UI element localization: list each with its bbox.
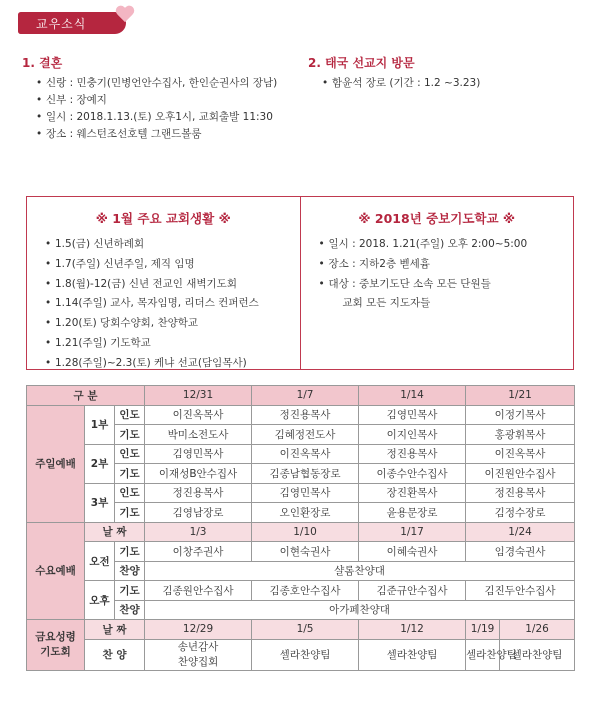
date-cell: 12/31 [145,386,252,406]
role-label: 인도 [115,405,145,425]
date-cell: 1/26 [500,620,575,640]
schedule-cell: 김영민목사 [145,444,252,464]
schedule-cell: 김종원안수집사 [145,581,252,601]
date-cell: 1/12 [359,620,466,640]
wedding-item: • 일시 : 2018.1.13.(토) 오후1시, 교회출발 11:30 [36,109,302,126]
schedule-cell: 김영민목사 [359,405,466,425]
date-cell: 1/21 [466,386,575,406]
date-cell: 12/29 [145,620,252,640]
january-events [27,197,300,369]
schedule-cell: 셀라찬양팀 [359,639,466,670]
news-wedding [22,54,302,143]
mission-heading: 2. 태국 선교지 방문 [308,56,415,70]
schedule-cell [145,639,252,670]
news-mission-visit [308,54,578,92]
schedule-cell: 김준규안수집사 [359,581,466,601]
table-row [27,405,575,425]
role-label: 인도 [115,444,145,464]
schedule-cell: 김진두안수집사 [466,581,575,601]
friday-label [27,620,85,671]
prayer-school-item: • 장소 : 지하2층 벧세흄 [319,255,560,275]
schedule-cell: 홍광휘목사 [466,425,575,445]
role-label: 찬양 [115,600,145,620]
heart-icon [115,6,135,24]
schedule-cell: 이정기목사 [466,405,575,425]
table-row [27,522,575,542]
part-label: 2부 [85,444,115,483]
prayer-school-item: • 대상 : 중보기도단 소속 모든 단원들 [319,275,560,295]
schedule-cell: 이창주권사 [145,542,252,562]
date-label: 날 짜 [85,522,145,542]
event-item: • 1.8(월)-12(금) 신년 전교인 새벽기도회 [45,275,286,295]
january-events-heading: ※ 1월 주요 교회생활 ※ [95,211,231,226]
events-box [26,196,574,370]
header-label: 구 분 [27,386,145,406]
wedding-item: • 장소 : 웨스턴조선호텔 그랜드볼룸 [36,126,302,143]
role-label: 기도 [115,464,145,484]
schedule-cell: 정진용목사 [466,483,575,503]
schedule-cell: 이혜숙권사 [359,542,466,562]
wednesday-label: 수요예배 [27,522,85,620]
role-label: 기도 [115,581,145,601]
table-row [27,444,575,464]
section-title: 교우소식 [36,17,87,31]
date-cell: 1/10 [252,522,359,542]
wedding-heading: 1. 결혼 [22,56,63,70]
event-item: • 1.5(금) 신년하례회 [45,235,286,255]
schedule-cell: 정진용목사 [145,483,252,503]
schedule-cell: 셀라찬양팀 [500,639,575,670]
part-label: 오전 [85,542,115,581]
role-label: 기도 [115,542,145,562]
part-label: 오후 [85,581,115,620]
part-label: 3부 [85,483,115,522]
schedule-cell: 이지인목사 [359,425,466,445]
schedule-cell: 이현숙권사 [252,542,359,562]
schedule-cell: 임경숙권사 [466,542,575,562]
schedule-cell: 윤용문장로 [359,503,466,523]
event-item: • 1.28(주일)~2.3(토) 케냐 선교(담임목사) [45,354,286,374]
schedule-cell: 김영민목사 [252,483,359,503]
date-cell: 1/5 [252,620,359,640]
schedule-cell: 이종수안수집사 [359,464,466,484]
schedule-cell: 정진용목사 [359,444,466,464]
schedule-cell: 셀라찬양팀 [252,639,359,670]
schedule-cell: 김혜정전도사 [252,425,359,445]
date-cell: 1/7 [252,386,359,406]
prayer-school [300,197,574,369]
choir-cell: 샬롬찬양대 [145,561,575,581]
event-item: • 1.14(주일) 교사, 목자임명, 리더스 컨퍼런스 [45,294,286,314]
date-cell: 1/3 [145,522,252,542]
schedule-cell: 이재성B안수집사 [145,464,252,484]
part-label: 1부 [85,405,115,444]
schedule-cell: 이진원안수집사 [466,464,575,484]
table-row [27,639,575,670]
event-item: • 1.7(주일) 신년주일, 제직 임명 [45,255,286,275]
schedule-cell: 정진용목사 [252,405,359,425]
wedding-item: • 신랑 : 민충기(민병언안수집사, 한인순권사의 장남) [36,75,302,92]
role-label: 인도 [115,483,145,503]
friday-label-line1: 금요성령 [35,630,76,643]
choir-first-line1: 송년감사 [177,640,219,653]
role-label: 찬 양 [85,639,145,670]
friday-label-line2: 기도회 [40,645,71,658]
schedule-cell: 김영남장로 [145,503,252,523]
schedule-cell: 김종호안수집사 [252,581,359,601]
date-label: 날 짜 [85,620,145,640]
schedule-cell: 장진환목사 [359,483,466,503]
prayer-school-continuation: 교회 모든 지도자들 [342,297,431,310]
schedule-cell: 이진옥목사 [145,405,252,425]
schedule-cell: 셀라찬양팀 [466,639,500,670]
role-label: 찬양 [115,561,145,581]
choir-first-line2: 찬양집회 [177,655,219,668]
sunday-label: 주일예배 [27,405,85,522]
schedule-cell: 오인환장로 [252,503,359,523]
event-item: • 1.20(토) 당회수양회, 찬양학교 [45,314,286,334]
date-cell: 1/14 [359,386,466,406]
choir-cell: 아가페찬양대 [145,600,575,620]
service-schedule-table [26,385,575,671]
table-row [27,581,575,601]
schedule-header-row [27,386,575,406]
event-item: • 1.21(주일) 기도학교 [45,334,286,354]
schedule-cell: 이진옥목사 [252,444,359,464]
table-row [27,620,575,640]
mission-item: • 함윤석 장로 (기간 : 1.2 ~3.23) [322,75,578,92]
prayer-school-heading: ※ 2018년 중보기도학교 ※ [358,211,516,226]
table-row [27,542,575,562]
date-cell: 1/19 [466,620,500,640]
schedule-cell: 이진옥목사 [466,444,575,464]
prayer-school-item: • 일시 : 2018. 1.21(주일) 오후 2:00~5:00 [319,235,560,255]
schedule-cell: 김종남협동장로 [252,464,359,484]
schedule-cell: 박미소전도사 [145,425,252,445]
schedule-cell: 김정수장로 [466,503,575,523]
role-label: 기도 [115,425,145,445]
wedding-item: • 신부 : 장예지 [36,92,302,109]
section-title-tab [18,12,126,34]
role-label: 기도 [115,503,145,523]
date-cell: 1/24 [466,522,575,542]
date-cell: 1/17 [359,522,466,542]
table-row [27,483,575,503]
